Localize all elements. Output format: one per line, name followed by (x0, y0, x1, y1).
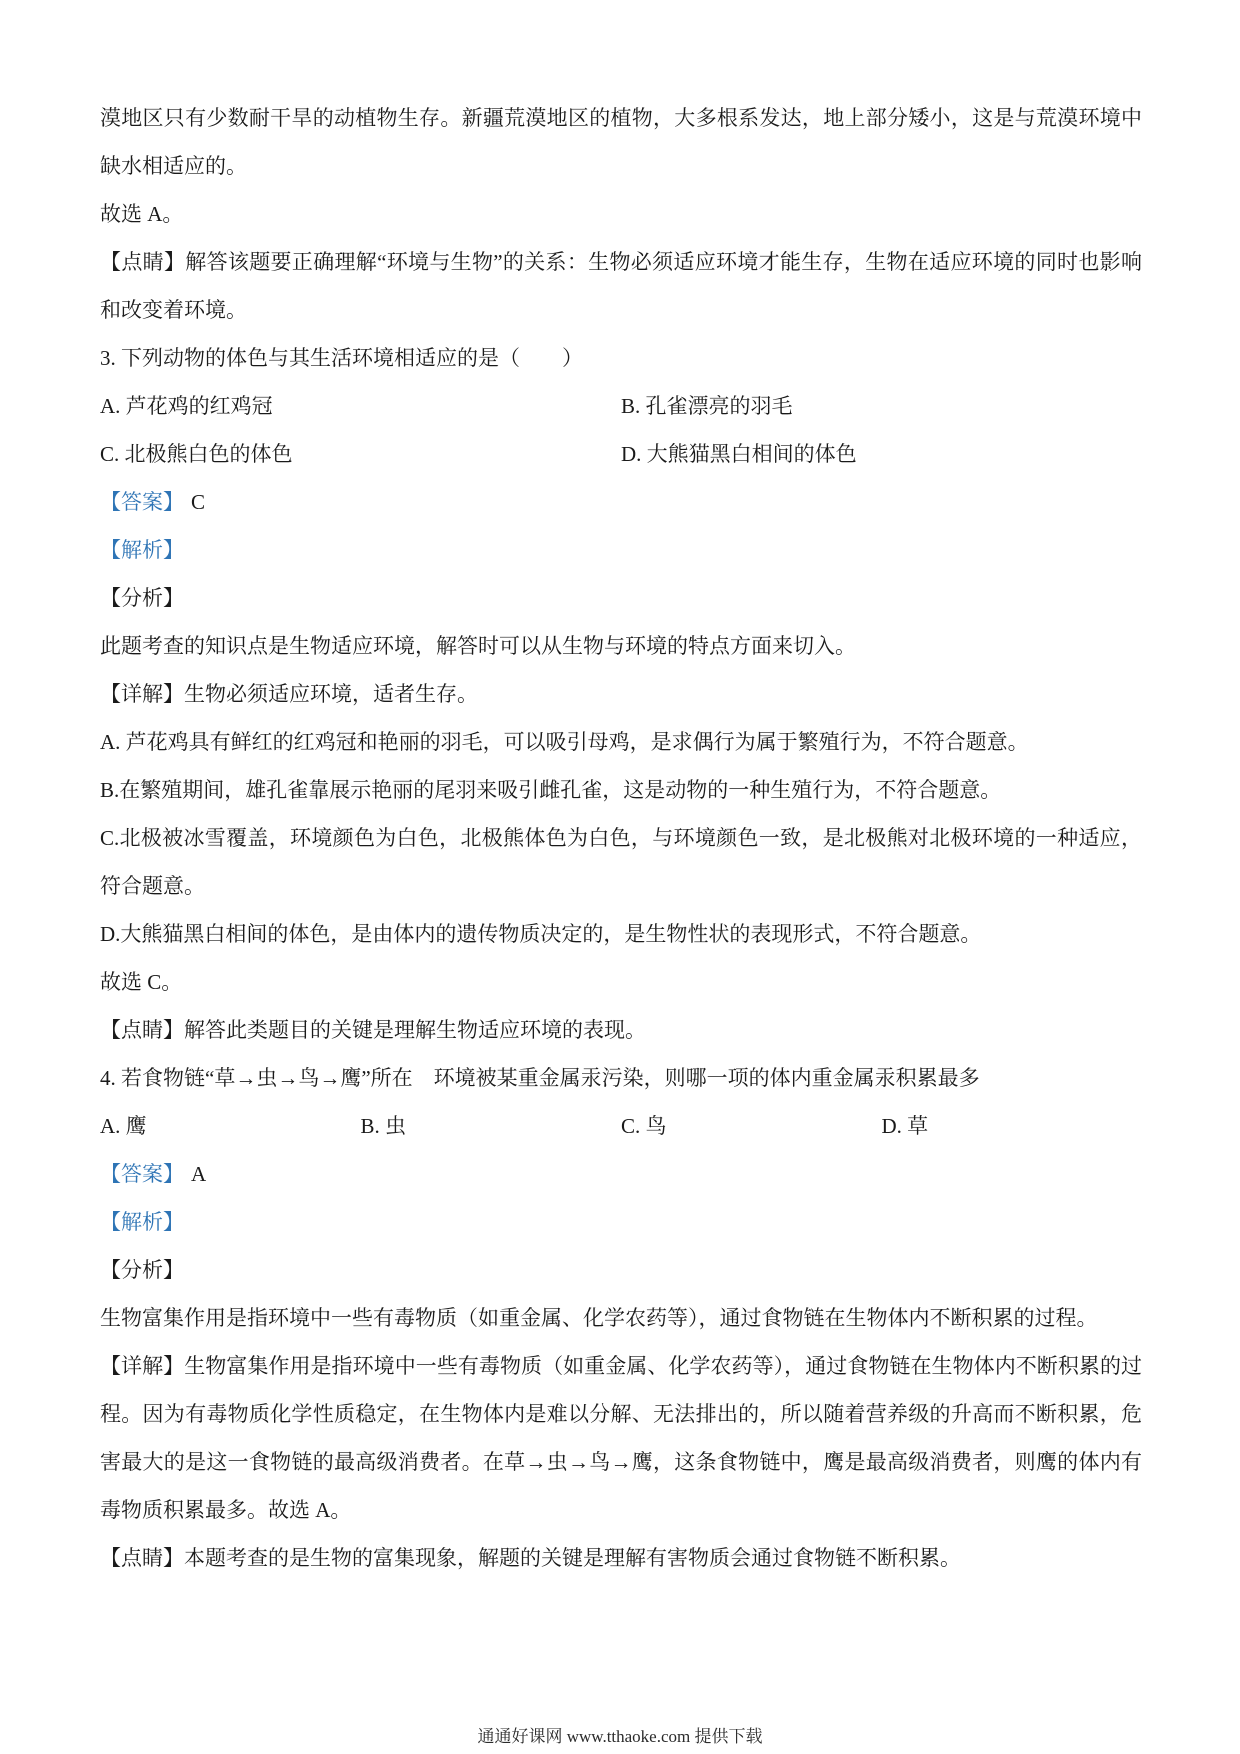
q4-stem: 4. 若食物链“草→虫→鸟→鹰”所在 环境被某重金属汞污染，则哪一项的体内重金属汞积累最多 (100, 1066, 980, 1090)
q3-analysis-tag: 【解析】 (100, 538, 184, 562)
q3-section-fenxi: 【分析】 (100, 586, 184, 610)
q4-detail-text: 【详解】生物富集作用是指环境中一些有毒物质（如重金属、化学农药等），通过食物链在生物体内不断积累的过程。因为有毒物质化学性质稳定，在生物体内是难以分解、无法排出的，所以随着营养级的升高而不断积累，危害最大的是这一食物链的最高级消费者。在草→虫→鸟→鹰，这条食物链中，鹰是最高级消费者，则鹰的体内有毒物质积累最多。故选 A。 (100, 1354, 1142, 1522)
q3-analysis-tag-line (100, 526, 1142, 574)
q3-stem: 3. 下列动物的体色与其生活环境相适应的是（ ） (100, 346, 583, 370)
q3-options-row-2 (100, 430, 1142, 478)
q3-detail-option-b: B.在繁殖期间，雄孔雀靠展示艳丽的尾羽来吸引雌孔雀，这是动物的一种生殖行为，不符合题意。 (100, 778, 1002, 802)
footer-watermark-text: 通通好课网 www.tthaoke.com 提供下载 (477, 1727, 763, 1746)
q3-answer-tag: 【答案】 (100, 490, 184, 514)
q4-option-b: B. 虫 (360, 1114, 407, 1138)
q3-conclusion: 故选 C。 (100, 970, 183, 994)
q3-tip: 【点睛】解答此类题目的关键是理解生物适应环境的表现。 (100, 1018, 646, 1042)
q3-option-d: D. 大熊猫黑白相间的体色 (621, 442, 857, 466)
q3-option-a: A. 芦花鸡的红鸡冠 (100, 394, 273, 418)
document-body (100, 94, 1142, 1582)
q4-analysis-text: 生物富集作用是指环境中一些有毒物质（如重金属、化学农药等），通过食物链在生物体内不断积累的过程。 (100, 1306, 1098, 1330)
q4-analysis-tag: 【解析】 (100, 1210, 184, 1234)
q4-option-d: D. 草 (881, 1114, 929, 1138)
q2-conclusion: 故选 A。 (100, 202, 184, 226)
page-footer (0, 1724, 1240, 1750)
q3-option-c: C. 北极熊白色的体色 (100, 442, 293, 466)
q3-answer-value: C (191, 490, 206, 514)
q4-options-row (100, 1102, 1142, 1150)
q2-analysis-continued: 漠地区只有少数耐干旱的动植物生存。新疆荒漠地区的植物，大多根系发达，地上部分矮小，这是与荒漠环境中缺水相适应的。 (100, 106, 1142, 178)
q4-tip: 【点睛】本题考查的是生物的富集现象，解题的关键是理解有害物质会通过食物链不断积累。 (100, 1546, 961, 1570)
q3-detail-option-c: C.北极被冰雪覆盖，环境颜色为白色，北极熊体色为白色，与环境颜色一致，是北极熊对北极环境的一种适应，符合题意。 (100, 826, 1142, 898)
q3-answer-line (100, 478, 1142, 526)
q4-analysis-tag-line (100, 1198, 1142, 1246)
q4-answer-tag: 【答案】 (100, 1162, 184, 1186)
q3-detail-intro: 【详解】生物必须适应环境，适者生存。 (100, 682, 478, 706)
q4-answer-value: A (191, 1162, 207, 1186)
q3-detail-option-a: A. 芦花鸡具有鲜红的红鸡冠和艳丽的羽毛，可以吸引母鸡，是求偶行为属于繁殖行为，不符合题意。 (100, 730, 1029, 754)
q3-detail-option-d: D.大熊猫黑白相间的体色，是由体内的遗传物质决定的，是生物性状的表现形式，不符合题意。 (100, 922, 982, 946)
q3-options-row-1 (100, 382, 1142, 430)
q3-analysis-text: 此题考查的知识点是生物适应环境，解答时可以从生物与环境的特点方面来切入。 (100, 634, 856, 658)
q4-section-fenxi: 【分析】 (100, 1258, 184, 1282)
q4-option-c: C. 鸟 (621, 1114, 667, 1138)
q3-option-b: B. 孔雀漂亮的羽毛 (621, 394, 793, 418)
q4-option-a: A. 鹰 (100, 1114, 147, 1138)
q4-answer-line (100, 1150, 1142, 1198)
q2-tip: 【点睛】解答该题要正确理解“环境与生物”的关系：生物必须适应环境才能生存，生物在适应环境的同时也影响和改变着环境。 (100, 250, 1142, 322)
